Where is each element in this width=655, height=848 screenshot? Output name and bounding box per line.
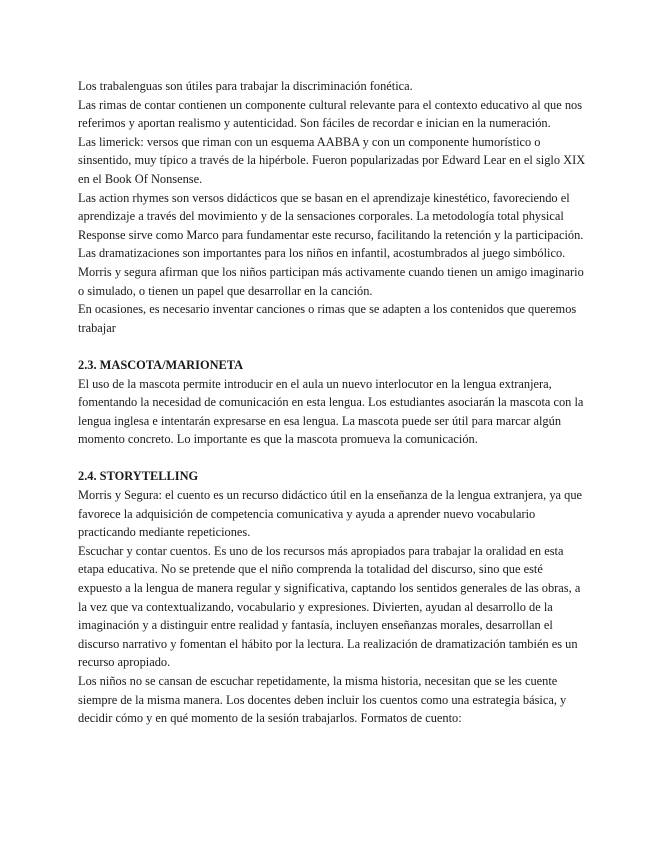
paragraph-inventar-canciones: En ocasiones, es necesario inventar canciones o rimas que se adapten a los contenidos que queremos trabajar <box>78 302 577 335</box>
section-spacer <box>78 449 588 468</box>
paragraph-limerick: Las limerick: versos que riman con un esquema AABBA y con un componente humorístico o sinsentido, muy típico a través de la hipérbole. Fueron popularizadas por Edward Lear en el siglo XIX en el Book Of Nonsense. <box>78 134 586 186</box>
paragraph-action-rhymes: Las action rhymes son versos didácticos que se basan en el aprendizaje kinestético, favoreciendo el aprendizaje a través del movimiento y de la sensaciones corporales. La metodología total physical Response sirve como Marco para fundamentar este recurso, facilitando la retención y la participación. Las dramatizaciones son importantes para los niños en infantil, acostumbrados al juego simbólico. Morris y segura afirman que los niños participan más activamente cuando tienen un amigo imaginario o simulado, o tienen un papel que desarrollar en la canción. <box>78 190 584 298</box>
paragraph-morris-segura: Morris y Segura: el cuento es un recurso didáctico útil en la enseñanza de la lengua extranjera, ya que favorece la adquisición de competencia comunicativa y ayuda a aprender nuevo vocabulario practicando mediante repeticiones. <box>78 488 583 540</box>
document-body <box>78 77 588 728</box>
heading-mascota-marioneta: 2.3. MASCOTA/MARIONETA <box>78 357 244 372</box>
section-spacer <box>78 337 588 356</box>
paragraph-formatos-cuento: Los niños no se cansan de escuchar repetidamente, la misma historia, necesitan que se les cuente siempre de la misma manera. Los docentes deben incluir los cuentos como una estrategia básica, y decidir cómo y en qué momento de la sesión trabajarlos. Formatos de cuento: <box>78 674 567 726</box>
paragraph-mascota: El uso de la mascota permite introducir en el aula un nuevo interlocutor en la lengua extranjera, fomentando la necesidad de comunicación en esta lengua. Los estudiantes asociarán la mascota con la lengua inglesa e intentarán expresarse en esa lengua. La mascota puede ser útil para marcar algún momento concreto. Lo importante es que la mascota promueva la comunicación. <box>78 376 584 447</box>
paragraph-escuchar-contar: Escuchar y contar cuentos. Es uno de los recursos más apropiados para trabajar la oralidad en esta etapa educativa. No se pretende que el niño comprenda la totalidad del discurso, sino que esté expuesto a la lengua de manera regular y significativa, captando los sentidos generales de las obras, a la vez que va contextualizando, vocabulario y expresiones. Divierten, ayudan al desarrollo de la imaginación y a distinguir entre realidad y fantasía, incluyen enseñanzas morales, desarrollan el discurso narrativo y fomentan el hábito por la lectura. La realización de dramatización también es un recurso apropiado. <box>78 543 581 670</box>
paragraph-trabalenguas: Los trabalenguas son útiles para trabajar la discriminación fonética. <box>78 79 413 93</box>
section-mascota <box>78 356 588 449</box>
section-storytelling <box>78 467 588 727</box>
paragraph-rimas-de-contar: Las rimas de contar contienen un componente cultural relevante para el contexto educativo al que nos referimos y aportan realismo y autenticidad. Son fáciles de recordar e inician en la numeración. <box>78 97 583 131</box>
heading-storytelling: 2.4. STORYTELLING <box>78 469 199 484</box>
section-rhymes <box>78 77 588 337</box>
